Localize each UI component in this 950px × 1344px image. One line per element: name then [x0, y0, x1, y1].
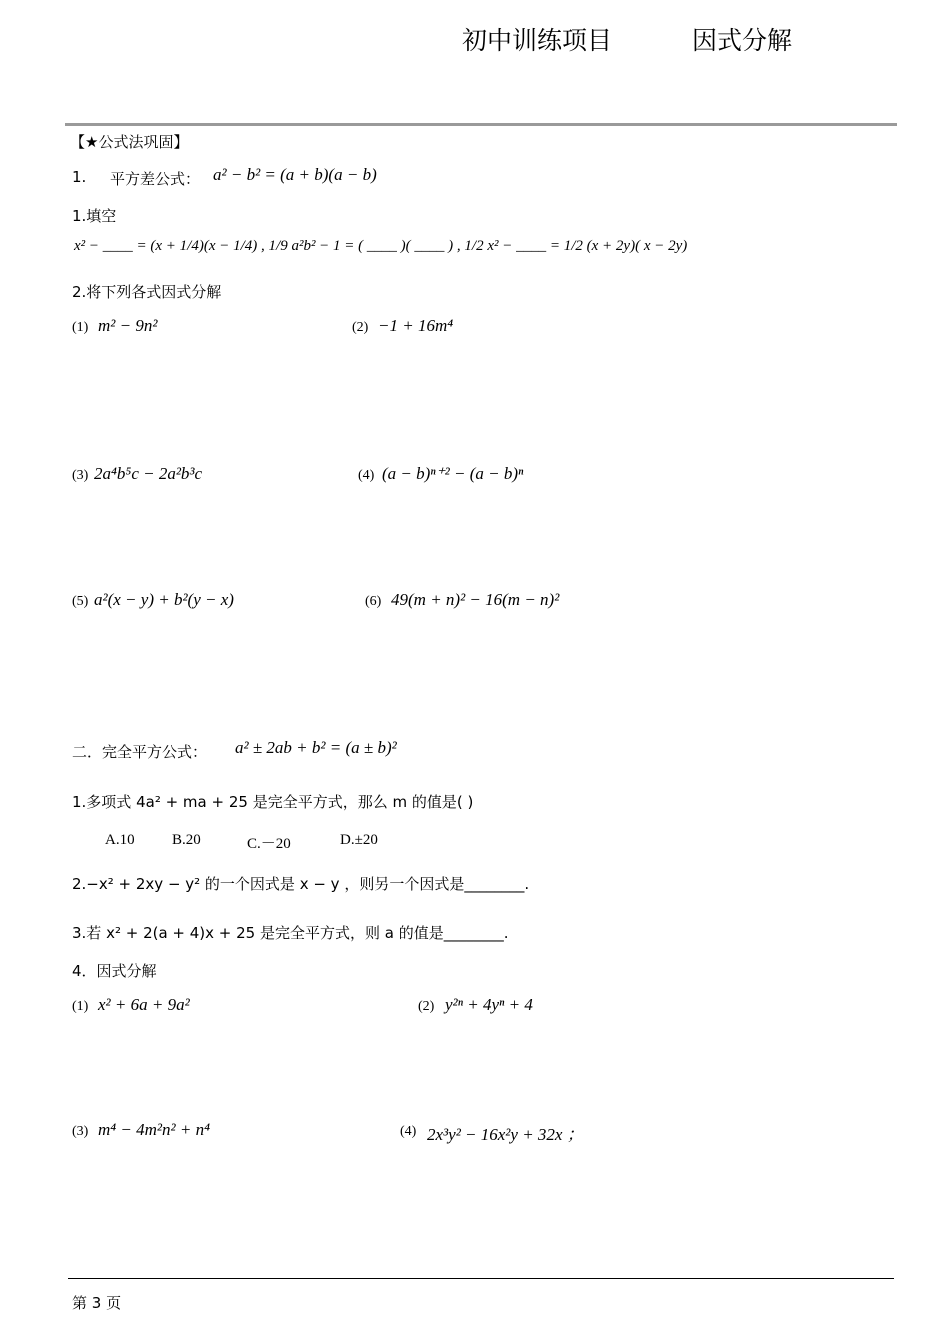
problem-expression: 2x³y² − 16x²y + 32x ； [427, 1125, 584, 1144]
question-1: 1.多项式 4a² + ma + 25 是完全平方式，那么 m 的值是( ) [72, 793, 474, 811]
problem-expression: 49(m + n)² − 16(m − n)² [391, 590, 560, 609]
problem-expression: 2a⁴b⁵c − 2a²b³c [94, 464, 203, 483]
problem-expression: (a − b)ⁿ⁺² − (a − b)ⁿ [382, 464, 524, 483]
perfect-square-formula: a² ± 2ab + b² = (a ± b)² [235, 738, 397, 757]
option-a: A.10 [105, 832, 135, 848]
problem-number: (4) [400, 1124, 417, 1139]
fill-in-title: 1.填空 [72, 207, 117, 225]
formula-label: 平方差公式： [110, 170, 201, 188]
option-c: C.－20 [247, 836, 291, 852]
header-topic-title: 因式分解 [692, 26, 793, 55]
problem-number: (4) [358, 468, 375, 483]
problem-number: (5) [72, 594, 89, 609]
header-divider [65, 123, 897, 126]
problem-expression: y²ⁿ + 4yⁿ + 4 [445, 995, 533, 1014]
problem-expression: x² + 6a + 9a² [98, 995, 190, 1014]
fill-in-line: x² − ____ = (x + 1/4)(x − 1/4) , 1/9 a²b² − 1 = ( ____ )( ____ ) , 1/2 x² − ____ = 1/2 (x + 2y)( x − 2y) [74, 238, 688, 254]
option-d: D.±20 [340, 832, 378, 848]
problem-number: (1) [72, 999, 89, 1014]
footer-divider [68, 1278, 894, 1279]
problem-number: (6) [365, 594, 382, 609]
header-project-title: 初中训练项目 [462, 26, 613, 55]
problem-number: (3) [72, 1124, 89, 1139]
factor-title: 2.将下列各式因式分解 [72, 283, 222, 301]
section2-title: 二．完全平方公式： [72, 743, 208, 761]
problem-number: (3) [72, 468, 89, 483]
option-b: B.20 [172, 832, 201, 848]
question-4-title: 4．因式分解 [72, 962, 157, 980]
page-number: 第 3 页 [72, 1294, 122, 1312]
problem-expression: a²(x − y) + b²(y − x) [94, 590, 234, 609]
problem-number: (2) [418, 999, 435, 1014]
problem-number: (1) [72, 320, 89, 335]
formula-number: 1. [72, 168, 87, 186]
question-3: 3.若 x² + 2(a + 4)x + 25 是完全平方式，则 a 的值是________. [72, 924, 509, 942]
problem-expression: −1 + 16m⁴ [378, 316, 454, 335]
problem-expression: m² − 9n² [98, 316, 158, 335]
problem-expression: m⁴ − 4m²n² + n⁴ [98, 1120, 211, 1139]
question-2: 2.−x² + 2xy − y² 的一个因式是 x − y ，则另一个因式是________. [72, 875, 530, 893]
section1-title: 【★公式法巩固】 [70, 133, 189, 151]
difference-of-squares-formula: a² − b² = (a + b)(a − b) [213, 165, 377, 184]
problem-number: (2) [352, 320, 369, 335]
